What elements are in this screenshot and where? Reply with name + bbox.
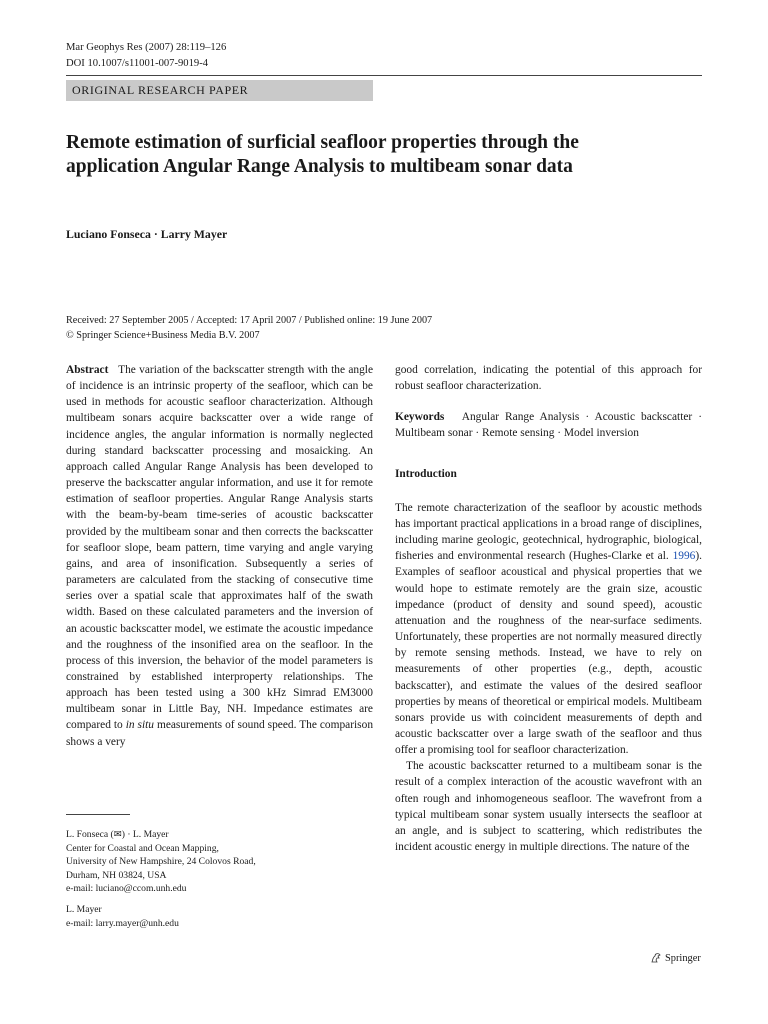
- abstract-paragraph: [66, 362, 373, 750]
- fn-email-2[interactable]: e-mail: larry.mayer@unh.edu: [66, 917, 179, 929]
- springer-horse-icon: [650, 952, 662, 964]
- introduction-heading: Introduction: [395, 467, 457, 480]
- header-rule: [66, 75, 702, 76]
- journal-header: [66, 40, 226, 72]
- publisher-name: Springer: [665, 952, 701, 964]
- abstract-label: Abstract: [66, 364, 109, 376]
- abstract-text-a: The variation of the backscatter strength with the angle of incidence is an intrinsic property of the seafloor, which can be used in methods for acoustic seafloor characterization. Although multibeam sonars acquire backscatter over a wide range of incidence angles, the angular information is normally neglected during standard backscatter processing and mosaicking. An approach called Angular Range Analysis has been developed to preserve the backscatter angular information, and use it for remote estimation of seafloor properties. Angular Range Analysis starts with the beam-by-beam time-series of acoustic backscatter provided by the multibeam sonar and then corrects the backscatter for seafloor slope, beam pattern, time varying and angle varying gains, and area of insonification. Subsequently a series of parameters are calculated from the stacking of consecutive time series over a spatial scale that approximates half of the swath width. Based on these calculated parameters and the inversion of an acoustic backscatter model, we estimate the acoustic impedance and the roughness of the insonified area on the seafloor. In the process of this inversion, the behavior of the model parameters is constrained by established interproperty relationships. The approach has been tested using a 300 kHz Simrad EM3000 multibeam sonar in Little Bay, NH. Impedance estimates are compared to: [66, 364, 374, 732]
- author-affiliation-footnote: [66, 828, 373, 930]
- paper-title: Remote estimation of surficial seafloor properties through the application Angular Range Analysis to multibeam sonar data: [66, 132, 579, 177]
- intro-paragraph-1: [395, 500, 702, 759]
- fn-line-4: Durham, NH 03824, USA: [66, 869, 167, 881]
- abstract-continuation: good correlation, indicating the potential of this approach for robust seafloor characterization.: [395, 364, 702, 393]
- article-type-banner: ORIGINAL RESEARCH PAPER: [66, 80, 373, 101]
- intro-p1-a: The remote characterization of the seafloor by acoustic methods has important practical applications in a broad range of disciplines, including marine geologic, geotechnical, hydrographic, biological, fisheries and environmental research (Hughes-Clarke et al.: [395, 501, 702, 563]
- journal-citation: Mar Geophys Res (2007) 28:119–126: [66, 42, 227, 53]
- keywords-text: Angular Range Analysis · Acoustic backscatter · Multibeam sonar · Remote sensing · Model inversion: [395, 411, 703, 440]
- intro-paragraph-2: The acoustic backscatter returned to a multibeam sonar is the result of a complex interaction of the acoustic wavefront with an often rough and inhomogeneous seafloor. The wavefront from a typical multibeam sonar system usually intersects the seafloor at an angle, and is subject to scattering, which redistributes the incident acoustic energy in multiple directions. The nature of the: [395, 760, 702, 854]
- author-list: Luciano Fonseca · Larry Mayer: [66, 227, 228, 241]
- citation-link-1996[interactable]: 1996: [672, 550, 696, 563]
- keywords-paragraph: [395, 409, 702, 441]
- fn-line-6: L. Mayer: [66, 903, 102, 915]
- left-column: [66, 362, 373, 750]
- doi-line: DOI 10.1007/s11001-007-9019-4: [66, 58, 209, 69]
- right-column: [395, 362, 702, 855]
- abstract-text-b: measurements of sound speed. The comparison shows a very: [66, 719, 374, 748]
- publisher-mark: [650, 952, 701, 964]
- footnote-rule: [66, 814, 130, 815]
- intro-p1-b: ). Examples of seafloor acoustical and physical properties that we would hope to estimate remotely are the grain size, acoustic impedance (product of density and sound speed), acoustic attenuation and the roughness of the near-surface sediments. Unfortunately, these properties are not normally measured directly by remote sensing methods. Instead, we have to rely on measurements of other properties (e.g., depth, acoustic backscatter), and estimate the values of the desired seafloor properties by means of theoretical or empirical models. Multibeam sonars provide us with coincident measurements of depth and acoustic backscatter over a large swath of the seafloor and thus offer a promising tool for seafloor characterization.: [395, 550, 702, 757]
- keywords-label: Keywords: [395, 411, 445, 424]
- fn-line-2: Center for Coastal and Ocean Mapping,: [66, 842, 219, 854]
- abstract-italic: in situ: [125, 719, 154, 732]
- fn-line-1: L. Fonseca (✉) · L. Mayer: [66, 829, 169, 840]
- history-dates: Received: 27 September 2005 / Accepted: 17 April 2007 / Published online: 19 June 2007: [66, 315, 433, 326]
- fn-email-1[interactable]: e-mail: luciano@ccom.unh.edu: [66, 883, 187, 895]
- publication-history: [66, 314, 706, 343]
- copyright-line: © Springer Science+Business Media B.V. 2007: [66, 329, 260, 341]
- fn-line-3: University of New Hampshire, 24 Colovos Road,: [66, 856, 256, 868]
